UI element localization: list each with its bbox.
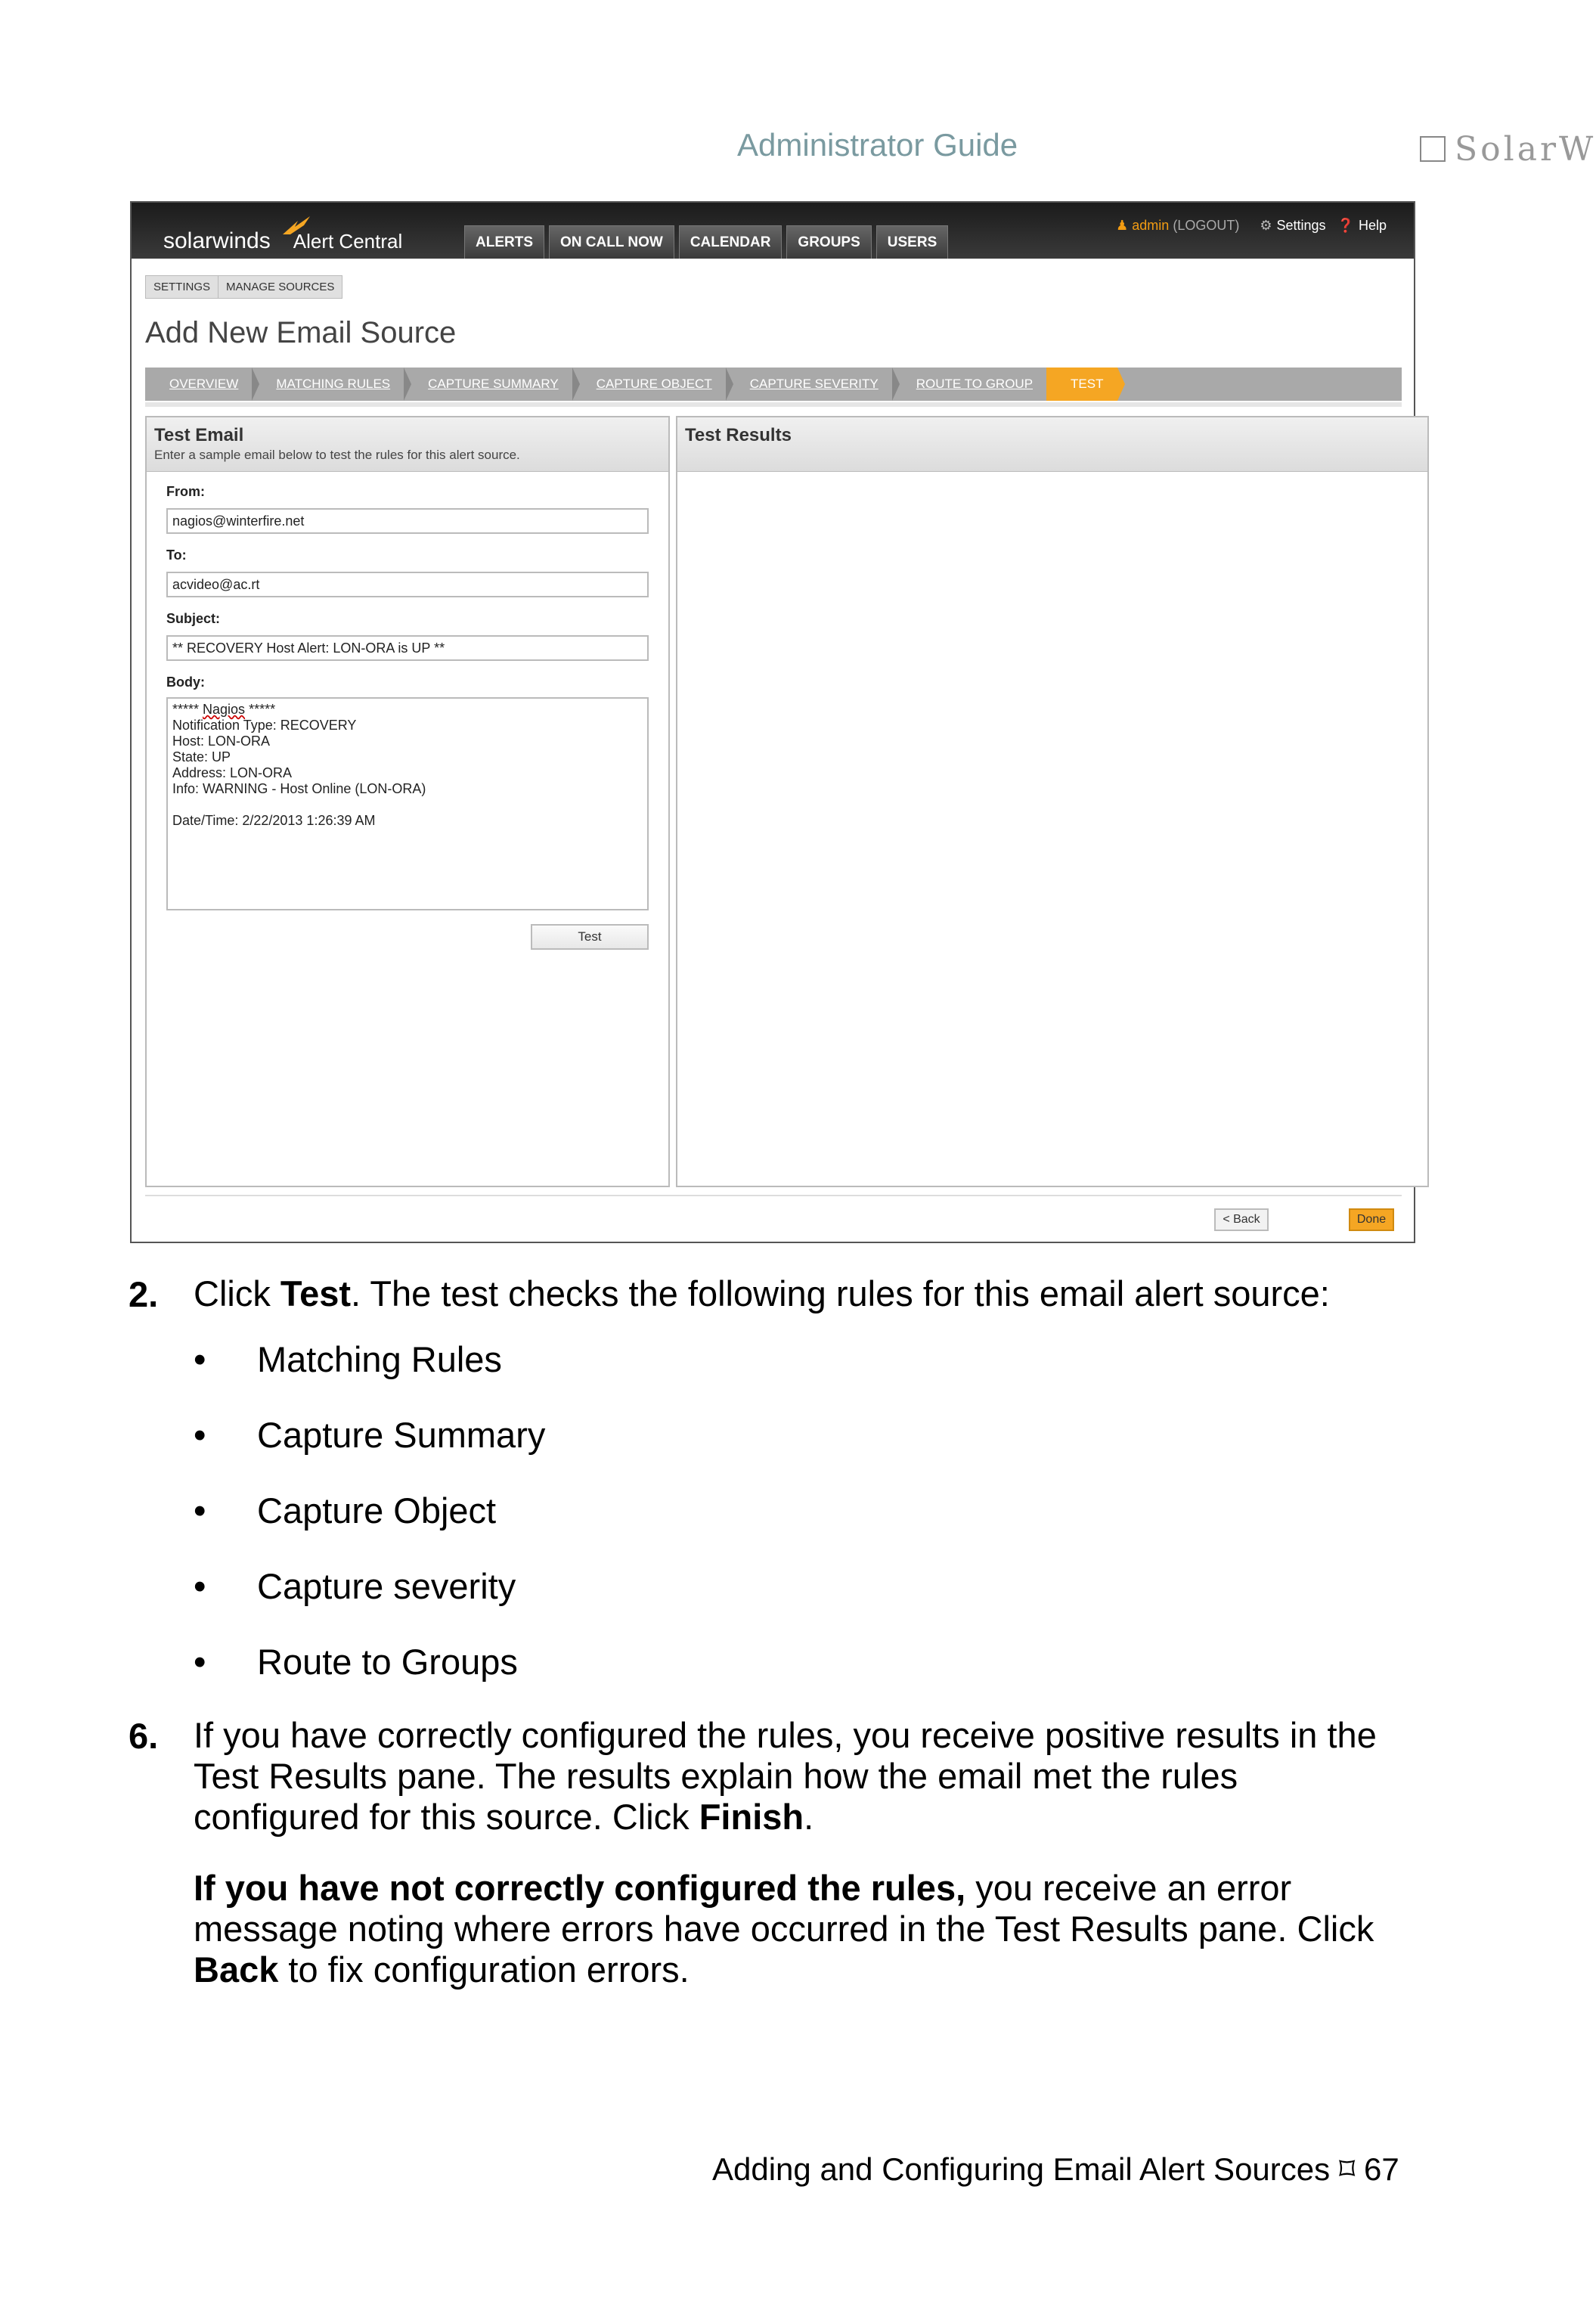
step-6-number: 6. xyxy=(129,1716,159,1756)
test-email-subtitle: Enter a sample email below to test the rules for this alert source. xyxy=(154,448,520,462)
bullet-dot: • xyxy=(194,1490,206,1531)
breadcrumb xyxy=(145,275,342,299)
test-results-title: Test Results xyxy=(685,425,792,445)
footer-separator: ⌑ xyxy=(1338,2151,1356,2187)
settings-link[interactable]: Settings xyxy=(1276,218,1326,233)
brand-box-icon xyxy=(1420,136,1446,162)
page-footer xyxy=(712,2151,1399,2188)
bullet-dot: • xyxy=(194,1415,206,1455)
step-6-end: . xyxy=(804,1797,814,1837)
help-link[interactable]: Help xyxy=(1358,218,1387,233)
brand-text: SolarW xyxy=(1455,130,1596,169)
bullet-capture-summary: Capture Summary xyxy=(257,1415,546,1455)
step-capture-summary[interactable]: CAPTURE SUMMARY xyxy=(404,368,572,401)
help-icon: ❓ xyxy=(1337,218,1354,233)
done-button[interactable]: Done xyxy=(1349,1208,1394,1231)
step-route-to-group[interactable]: ROUTE TO GROUP xyxy=(892,368,1046,401)
test-email-header xyxy=(147,417,668,472)
footer-section: Adding and Configuring Email Alert Sources xyxy=(712,2151,1331,2187)
step-6-text xyxy=(194,1715,1403,1838)
nav-calendar[interactable]: CALENDAR xyxy=(679,225,783,259)
breadcrumb-settings[interactable]: SETTINGS xyxy=(145,275,218,299)
main-nav xyxy=(464,225,948,259)
test-results-header xyxy=(677,417,1427,472)
step-test[interactable]: TEST xyxy=(1046,368,1117,401)
test-email-pane xyxy=(145,416,670,1187)
step-capture-severity[interactable]: CAPTURE SEVERITY xyxy=(726,368,892,401)
bullet-dot: • xyxy=(194,1566,206,1606)
error-note-end: to fix configuration errors. xyxy=(278,1949,690,1990)
back-button[interactable]: < Back xyxy=(1214,1208,1269,1231)
bullet-dot: • xyxy=(194,1642,206,1682)
nav-alerts[interactable]: ALERTS xyxy=(464,225,544,259)
page-title: Add New Email Source xyxy=(145,316,457,349)
page-number: 67 xyxy=(1364,2151,1399,2187)
body-line-end: ***** xyxy=(245,702,276,717)
step-2-text xyxy=(194,1273,1433,1314)
subject-label: Subject: xyxy=(166,611,221,626)
user-icon: ♟ xyxy=(1116,218,1129,233)
test-email-title: Test Email xyxy=(154,425,244,445)
bullet-route-to-groups: Route to Groups xyxy=(257,1642,518,1682)
body-line-start: ***** xyxy=(172,702,203,717)
user-link[interactable]: admin xyxy=(1132,218,1170,233)
wizard-divider xyxy=(145,402,1402,407)
step-matching-rules[interactable]: MATCHING RULES xyxy=(252,368,404,401)
body-field[interactable] xyxy=(166,697,649,910)
page-header-title: Administrator Guide xyxy=(737,127,1018,163)
app-topbar xyxy=(132,203,1414,259)
logo-text: solarwinds xyxy=(163,228,271,253)
breadcrumb-manage-sources[interactable]: MANAGE SOURCES xyxy=(218,275,342,299)
step-2-bold: Test xyxy=(280,1273,352,1313)
bullet-capture-severity: Capture severity xyxy=(257,1566,516,1606)
step-6-body: If you have correctly configured the rules, you receive positive results in the Test Results pane. The results explain how the email met the rules configured for this source. Click xyxy=(194,1715,1377,1837)
top-links xyxy=(1116,218,1387,234)
step-2-pre: Click xyxy=(194,1273,280,1313)
bullet-dot: • xyxy=(194,1339,206,1379)
test-results-pane xyxy=(676,416,1429,1187)
body-text: Notification Type: RECOVERY Host: LON-ORA State: UP Address: LON-ORA Info: WARNING - Host Online (LON-ORA) Date/Time: 2/22/2013 1:26:39 AM xyxy=(172,718,426,828)
step-2-number: 2. xyxy=(129,1274,159,1314)
to-field[interactable] xyxy=(166,572,649,597)
subject-field[interactable] xyxy=(166,635,649,661)
to-label: To: xyxy=(166,547,187,563)
nav-groups[interactable]: GROUPS xyxy=(786,225,871,259)
body-label: Body: xyxy=(166,675,205,690)
step-2-post: . The test checks the following rules for this email alert source: xyxy=(351,1273,1330,1313)
app-logo[interactable] xyxy=(163,228,402,254)
logout-link[interactable]: (LOGOUT) xyxy=(1173,218,1240,233)
error-note-bold: If you have not correctly configured the rules, xyxy=(194,1868,966,1908)
step-6-bold: Finish xyxy=(699,1797,804,1837)
gear-icon: ⚙ xyxy=(1260,218,1272,233)
product-name: Alert Central xyxy=(293,230,403,253)
app-screenshot xyxy=(130,201,1415,1243)
wizard-steps xyxy=(145,368,1402,401)
nav-on-call-now[interactable]: ON CALL NOW xyxy=(549,225,674,259)
step-capture-object[interactable]: CAPTURE OBJECT xyxy=(572,368,726,401)
test-button[interactable]: Test xyxy=(531,924,649,950)
body-nagios-word: Nagios xyxy=(203,702,246,717)
error-note-text: you receive an error message noting where errors have occurred in the Test Results pane. Click xyxy=(194,1868,1374,1949)
bullet-matching-rules: Matching Rules xyxy=(257,1339,502,1379)
step-overview[interactable]: OVERVIEW xyxy=(145,368,252,401)
from-field[interactable] xyxy=(166,508,649,534)
bullet-capture-object: Capture Object xyxy=(257,1490,497,1531)
footer-divider xyxy=(145,1195,1402,1196)
from-label: From: xyxy=(166,484,205,499)
error-note-back: Back xyxy=(194,1949,279,1990)
nav-users[interactable]: USERS xyxy=(876,225,948,259)
error-note xyxy=(194,1868,1403,1990)
